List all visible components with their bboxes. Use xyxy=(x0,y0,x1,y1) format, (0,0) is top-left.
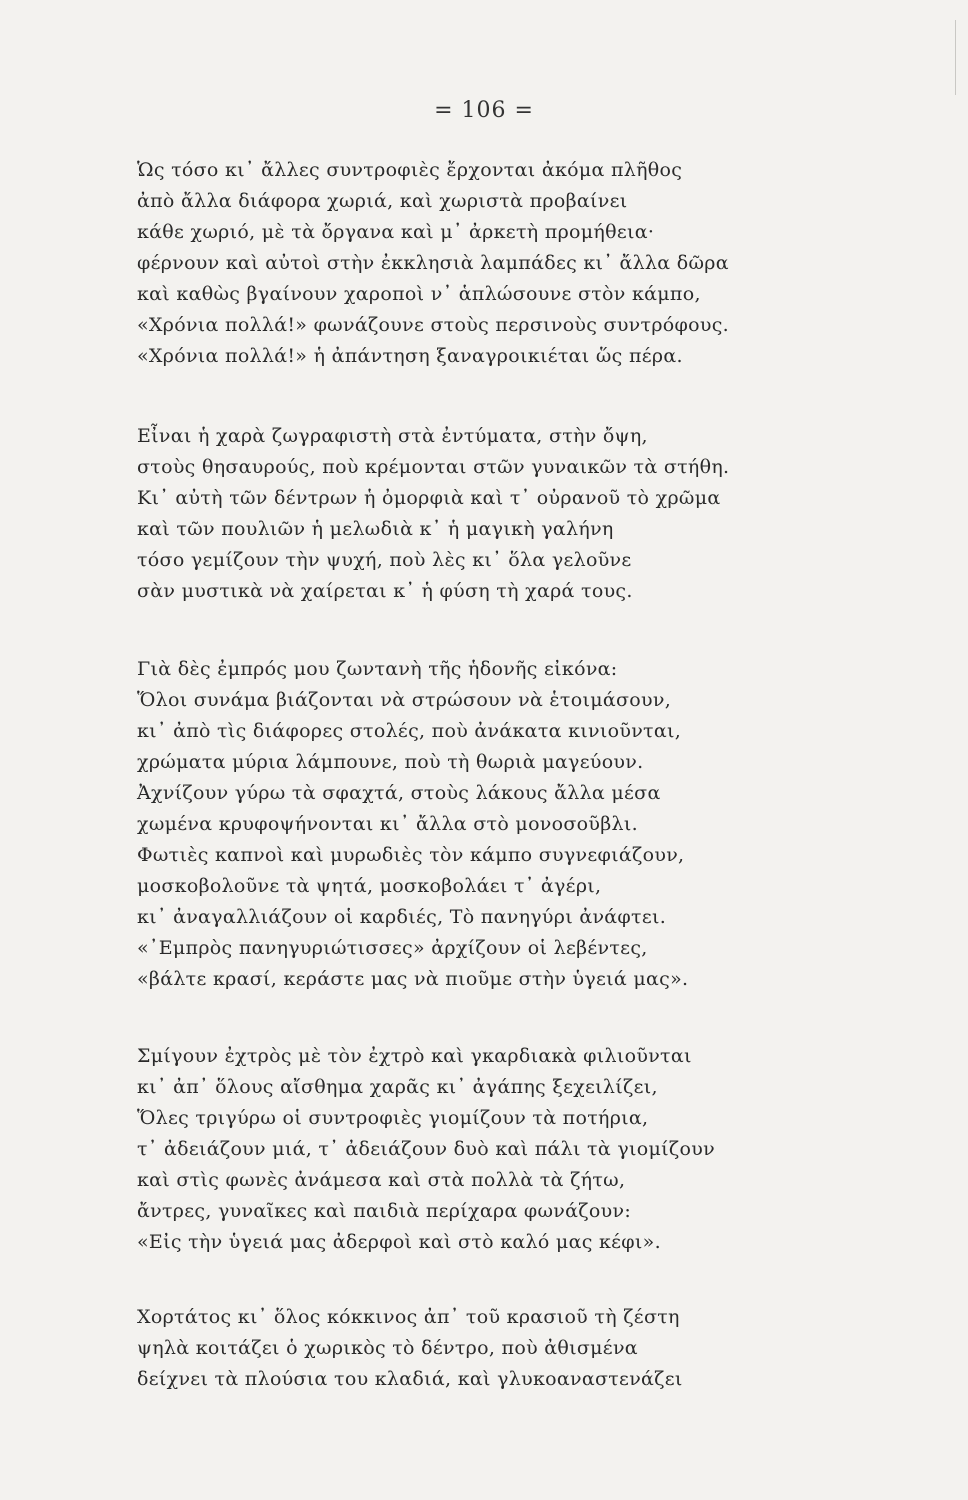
verse-line: Κι᾿ αὐτὴ τῶν δέντρων ἡ ὀμορφιὰ καὶ τ᾿ οὐρανοῦ τὸ χρῶμα xyxy=(137,487,721,509)
stanza-3 xyxy=(137,654,927,995)
stanza-4 xyxy=(137,1041,927,1258)
stanza-1 xyxy=(137,155,927,372)
verse-line: Ὅλοι συνάμα βιάζονται νὰ στρώσουν νὰ ἑτοιμάσουν, xyxy=(137,689,672,711)
verse-line: μοσκοβολοῦνε τὰ ψητά, μοσκοβολάει τ᾿ ἀγέρι, xyxy=(137,875,602,897)
verse-line: «᾿Εμπρὸς πανηγυριώτισσες» ἀρχίζουν οἱ λεβέντες, xyxy=(137,937,648,959)
verse-line: «Χρόνια πολλά!» φωνάζουνε στοὺς περσινοὺς συντρόφους. xyxy=(137,314,730,336)
verse-line: Χορτάτος κι᾿ ὅλος κόκκινος ἀπ᾿ τοῦ κρασιοῦ τὴ ζέστη xyxy=(137,1306,680,1328)
verse-line: Σμίγουν ἐχτρὸς μὲ τὸν ἐχτρὸ καὶ γκαρδιακὰ φιλιοῦνται xyxy=(137,1045,692,1067)
verse-line: ἀπὸ ἄλλα διάφορα χωριά, καὶ χωριστὰ προβαίνει xyxy=(137,190,628,212)
verse-line: χρώματα μύρια λάμπουνε, ποὺ τὴ θωριὰ μαγεύουν. xyxy=(137,751,644,773)
verse-line: ψηλὰ κοιτάζει ὁ χωρικὸς τὸ δέντρο, ποὺ ἀθισμένα xyxy=(137,1337,638,1359)
verse-line: φέρνουν καὶ αὐτοὶ στὴν ἐκκλησιὰ λαμπάδες κι᾿ ἄλλα δῶρα xyxy=(137,252,729,274)
stanza-5 xyxy=(137,1302,927,1395)
verse-line: χωμένα κρυφοψήνονται κι᾿ ἄλλα στὸ μονοσοῦβλι. xyxy=(137,813,638,835)
verse-line: κι᾿ ἀπὸ τὶς διάφορες στολές, ποὺ ἀνάκατα κινιοῦνται, xyxy=(137,720,682,742)
verse-line: «Εἰς τὴν ὑγειά μας ἀδερφοὶ καὶ στὸ καλό μας κέφι». xyxy=(137,1231,661,1253)
verse-line: καὶ καθὼς βγαίνουν χαροποὶ ν᾿ ἁπλώσουνε στὸν κάμπο, xyxy=(137,283,701,305)
verse-line: ἄντρες, γυναῖκες καὶ παιδιὰ περίχαρα φωνάζουν: xyxy=(137,1200,632,1222)
verse-line: Φωτιὲς καπνοὶ καὶ μυρωδιὲς τὸν κάμπο συγνεφιάζουν, xyxy=(137,844,685,866)
page-edge-mark xyxy=(955,20,956,95)
verse-line: «βάλτε κρασί, κεράστε μας νὰ πιοῦμε στὴν ὑγειά μας». xyxy=(137,968,689,990)
verse-line: καὶ στὶς φωνὲς ἀνάμεσα καὶ στὰ πολλὰ τὰ ζήτω, xyxy=(137,1169,626,1191)
verse-line: τόσο γεμίζουν τὴν ψυχή, ποὺ λὲς κι᾿ ὅλα γελοῦνε xyxy=(137,549,632,571)
verse-line: Γιὰ δὲς ἐμπρός μου ζωντανὴ τῆς ἡδονῆς εἰκόνα: xyxy=(137,658,618,680)
verse-line: στοὺς θησαυρούς, ποὺ κρέμονται στῶν γυναικῶν τὰ στήθη. xyxy=(137,456,730,478)
verse-line: «Χρόνια πολλά!» ἡ ἀπάντηση ξαναγροικιέται ὥς πέρα. xyxy=(137,345,683,367)
stanza-2 xyxy=(137,421,927,607)
verse-line: κάθε χωριό, μὲ τὰ ὄργανα καὶ μ᾿ ἀρκετὴ προμήθεια· xyxy=(137,221,655,243)
verse-line: Εἶναι ἡ χαρὰ ζωγραφιστὴ στὰ ἐντύματα, στὴν ὄψη, xyxy=(137,425,648,447)
verse-line: τ᾿ ἀδειάζουν μιά, τ᾿ ἀδειάζουν δυὸ καὶ πάλι τὰ γιομίζουν xyxy=(137,1138,715,1160)
verse-line: Ἀχνίζουν γύρω τὰ σφαχτά, στοὺς λάκους ἄλλα μέσα xyxy=(137,782,661,804)
verse-line: καὶ τῶν πουλιῶν ἡ μελωδιὰ κ᾿ ἡ μαγικὴ γαλήνη xyxy=(137,518,614,540)
page-number: = 106 = xyxy=(434,98,534,123)
verse-line: Ὅλες τριγύρω οἱ συντροφιὲς γιομίζουν τὰ ποτήρια, xyxy=(137,1107,649,1129)
verse-line: κι᾿ ἀπ᾿ ὅλους αἴσθημα χαρᾶς κι᾿ ἀγάπης ξεχειλίζει, xyxy=(137,1076,658,1098)
verse-line: σὰν μυστικὰ νὰ χαίρεται κ᾿ ἡ φύση τὴ χαρά τους. xyxy=(137,580,633,602)
verse-line: Ὡς τόσο κι᾿ ἄλλες συντροφιὲς ἔρχονται ἀκόμα πλῆθος xyxy=(137,159,683,181)
verse-line: κι᾿ ἀναγαλλιάζουν οἱ καρδιές, Τὸ πανηγύρι ἀνάφτει. xyxy=(137,906,667,928)
verse-line: δείχνει τὰ πλούσια του κλαδιά, καὶ γλυκοαναστενάζει xyxy=(137,1368,683,1390)
